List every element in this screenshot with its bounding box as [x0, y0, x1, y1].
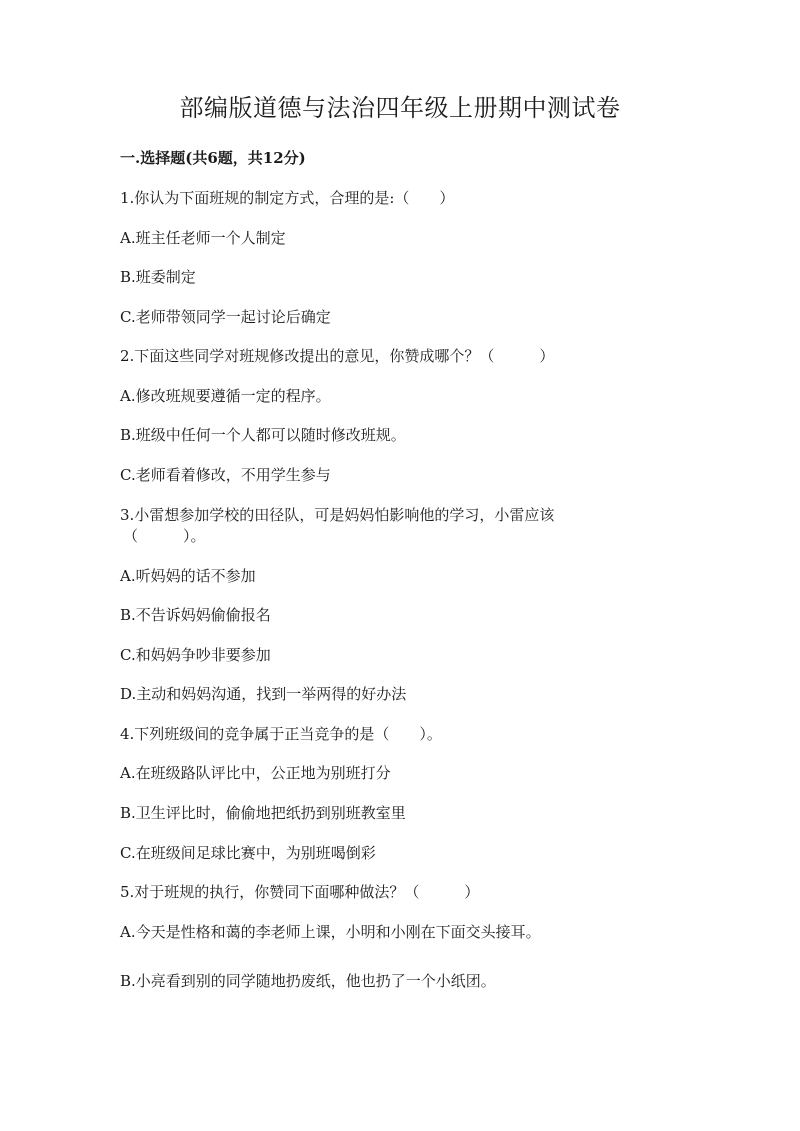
question-3-option-a: A.听妈妈的话不参加: [120, 567, 256, 585]
question-2-option-c: C.老师看着修改，不用学生参与: [120, 466, 331, 484]
question-5-option-b: B.小亮看到别的同学随地扔废纸，他也扔了一个小纸团。: [120, 972, 496, 990]
question-3-option-b: B.不告诉妈妈偷偷报名: [120, 606, 271, 624]
question-5-stem: 5.对于班规的执行，你赞同下面哪种做法？（ ）: [120, 883, 480, 901]
question-2-option-b: B.班级中任何一个人都可以随时修改班规。: [120, 426, 406, 444]
question-3-option-d: D.主动和妈妈沟通，找到一举两得的好办法: [120, 685, 407, 703]
question-3-stem: 3.小雷想参加学校的田径队，可是妈妈怕影响他的学习，小雷应该: [120, 506, 555, 524]
question-1-option-a: A.班主任老师一个人制定: [120, 229, 286, 247]
question-3-option-c: C.和妈妈争吵非要参加: [120, 646, 271, 664]
question-1-stem: 1.你认为下面班规的制定方式，合理的是:（ ）: [120, 189, 455, 207]
question-2-stem: 2.下面这些同学对班规修改提出的意见，你赞成哪个？（ ）: [120, 347, 555, 365]
question-5-option-a: A.今天是性格和蔼的李老师上课，小明和小刚在下面交头接耳。: [120, 923, 541, 941]
question-2-option-a: A.修改班规要遵循一定的程序。: [120, 387, 331, 405]
question-4-option-c: C.在班级间足球比赛中，为别班喝倒彩: [120, 844, 376, 862]
page-title: 部编版道德与法治四年级上册期中测试卷: [179, 94, 621, 122]
question-1-option-c: C.老师带领同学一起讨论后确定: [120, 308, 331, 326]
question-4-stem: 4.下列班级间的竞争属于正当竞争的是（ ）。: [120, 725, 442, 743]
section-heading: 一.选择题(共6题，共12分): [120, 149, 306, 167]
question-4-option-b: B.卫生评比时，偷偷地把纸扔到别班教室里: [120, 804, 406, 822]
question-1-option-b: B.班委制定: [120, 268, 196, 286]
question-4-option-a: A.在班级路队评比中，公正地为别班打分: [120, 764, 391, 782]
question-3-stem-continued: （ ）。: [123, 527, 206, 545]
